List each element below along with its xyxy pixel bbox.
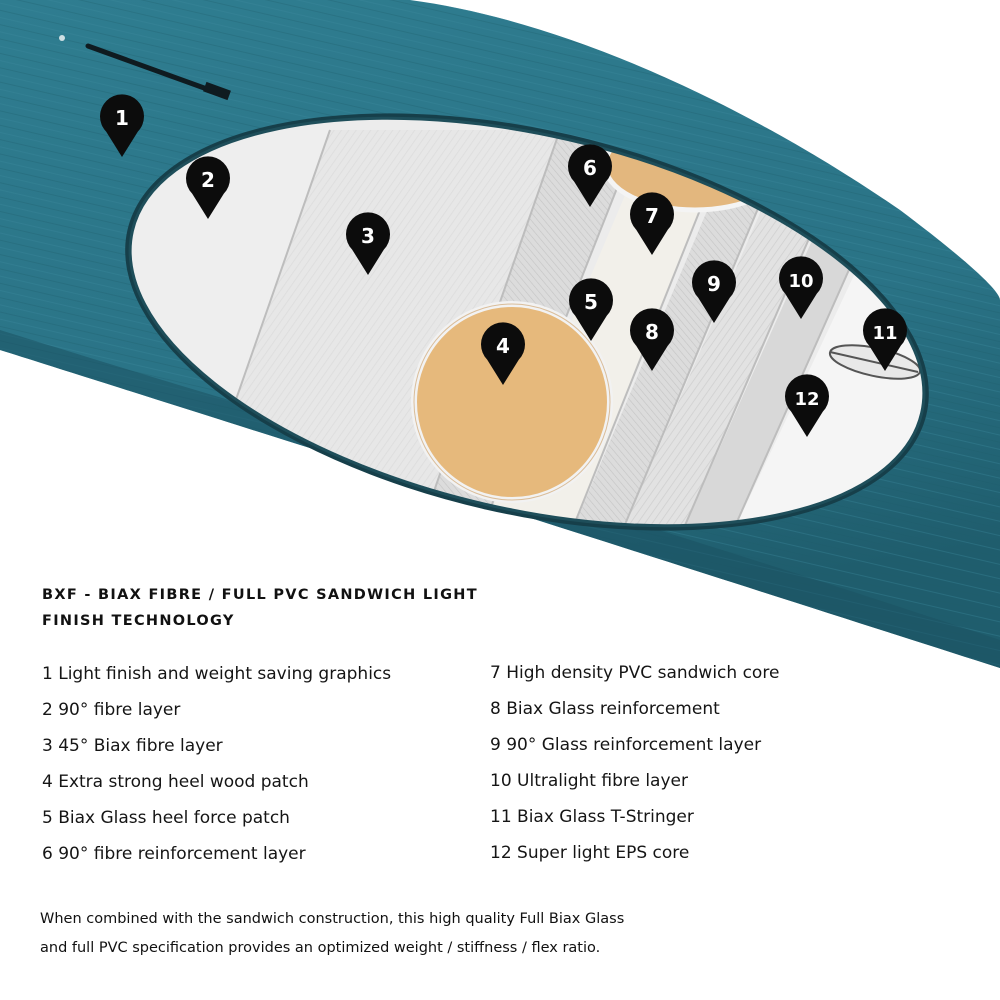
marker-label: 1 [115, 106, 129, 130]
marker-label: 9 [707, 272, 721, 296]
legend-item: 5 Biax Glass heel force patch [42, 808, 290, 828]
footnote-line-2: and full PVC specification provides an optimized weight / stiffness / flex ratio. [40, 940, 601, 956]
legend-item: 4 Extra strong heel wood patch [42, 772, 309, 792]
legend-item: 3 45° Biax fibre layer [42, 736, 223, 756]
marker-label: 12 [794, 389, 820, 410]
legend-item: 12 Super light EPS core [490, 843, 690, 863]
vent-dot [59, 35, 65, 41]
legend-right-column [490, 659, 779, 875]
marker-label: 10 [788, 271, 814, 292]
spec-heading-line-1: BXF - BIAX FIBRE / FULL PVC SANDWICH LIGHT [42, 587, 478, 603]
legend-item: 8 Biax Glass reinforcement [490, 699, 720, 719]
spec-heading [42, 582, 478, 634]
legend-item: 1 Light finish and weight saving graphics [42, 664, 392, 684]
legend-item: 10 Ultralight fibre layer [490, 771, 688, 791]
footnote [40, 905, 624, 963]
legend-item: 9 90° Glass reinforcement layer [490, 735, 762, 755]
marker-label: 7 [645, 204, 659, 228]
marker-label: 2 [201, 168, 215, 192]
marker-label: 8 [645, 320, 659, 344]
marker-label: 6 [583, 156, 597, 180]
legend-left-column [42, 660, 391, 876]
marker-label: 11 [872, 323, 898, 344]
legend-item: 2 90° fibre layer [42, 700, 181, 720]
marker-label: 4 [496, 334, 510, 358]
marker-label: 5 [584, 290, 598, 314]
legend-item: 6 90° fibre reinforcement layer [42, 844, 306, 864]
legend-item: 7 High density PVC sandwich core [490, 663, 780, 683]
marker-label: 3 [361, 224, 375, 248]
footnote-line-1: When combined with the sandwich construction, this high quality Full Biax Glass [40, 911, 625, 927]
spec-heading-line-2: FINISH TECHNOLOGY [42, 613, 235, 629]
legend-item: 11 Biax Glass T-Stringer [490, 807, 694, 827]
